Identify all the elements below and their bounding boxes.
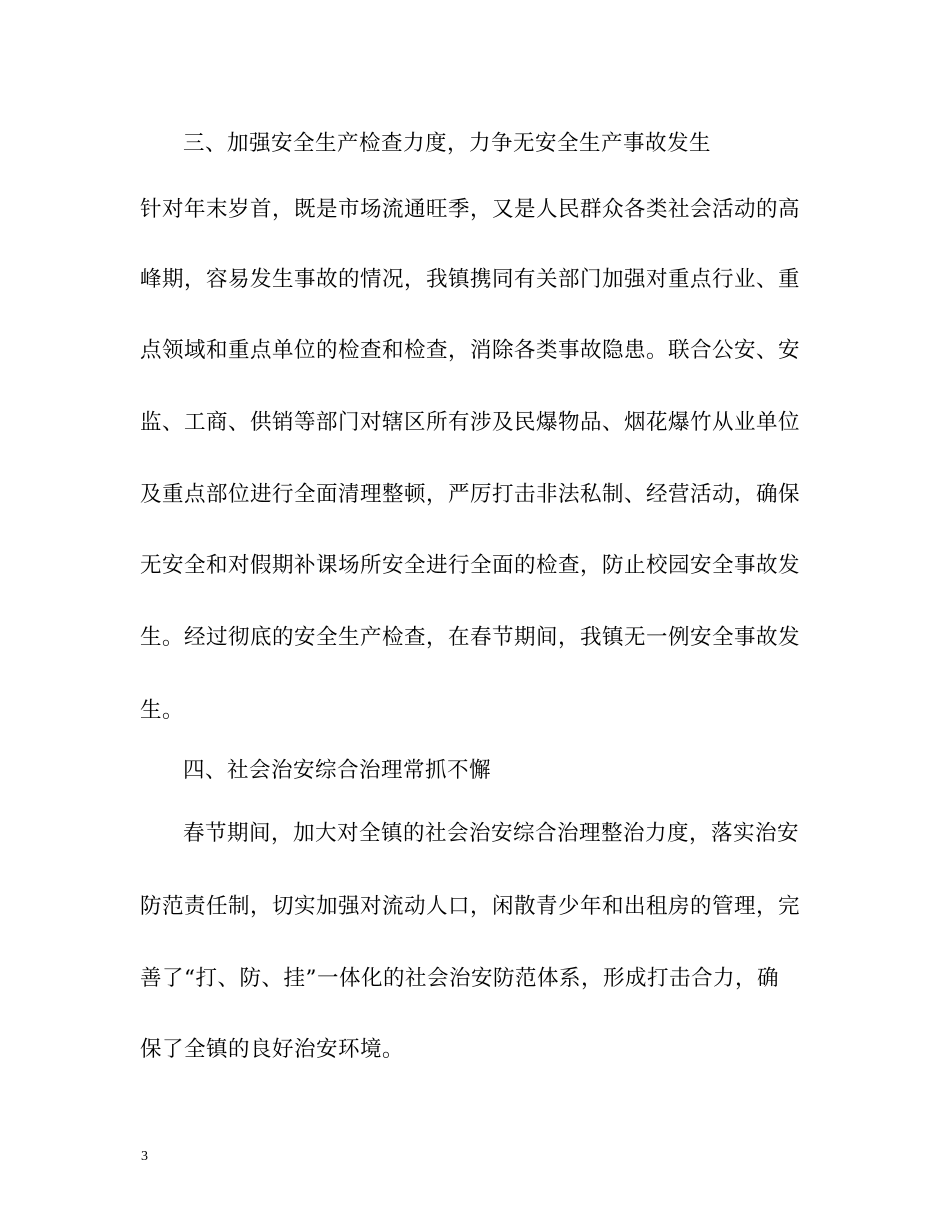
page-number: 3: [141, 1149, 148, 1164]
paragraph-line: 点领域和重点单位的检查和检查，消除各类事故隐患。联合公安、安: [140, 338, 801, 363]
paragraph-line: 无安全和对假期补课场所安全进行全面的检查，防止校园安全事故发: [140, 553, 801, 578]
paragraph-line: 保了全镇的良好治安环境。: [140, 1037, 405, 1062]
paragraph-line: 生。经过彻底的安全生产检查，在春节期间，我镇无一例安全事故发: [140, 625, 801, 650]
paragraph-line: 及重点部位进行全面清理整顿，严厉打击非法私制、经营活动，确保: [140, 482, 801, 507]
paragraph-line: 防范责任制，切实加强对流动人口，闲散青少年和出租房的管理，完: [140, 894, 801, 919]
section-heading-4: 四、社会治安综合治理常抓不懈: [183, 758, 492, 783]
paragraph-line: 针对年末岁首，既是市场流通旺季，又是人民群众各类社会活动的高: [140, 197, 801, 222]
paragraph-line: 善了“打、防、挂”一体化的社会治安防范体系，形成打击合力，确: [140, 966, 779, 991]
paragraph-line: 春节期间，加大对全镇的社会治安综合治理整治力度，落实治安: [183, 821, 800, 846]
paragraph-line: 监、工商、供销等部门对辖区所有涉及民爆物品、烟花爆竹从业单位: [140, 410, 801, 435]
paragraph-line: 生。: [140, 698, 185, 723]
section-heading-3: 三、加强安全生产检查力度，力争无安全生产事故发生: [183, 131, 712, 156]
paragraph-line: 峰期，容易发生事故的情况，我镇携同有关部门加强对重点行业、重: [140, 267, 801, 292]
